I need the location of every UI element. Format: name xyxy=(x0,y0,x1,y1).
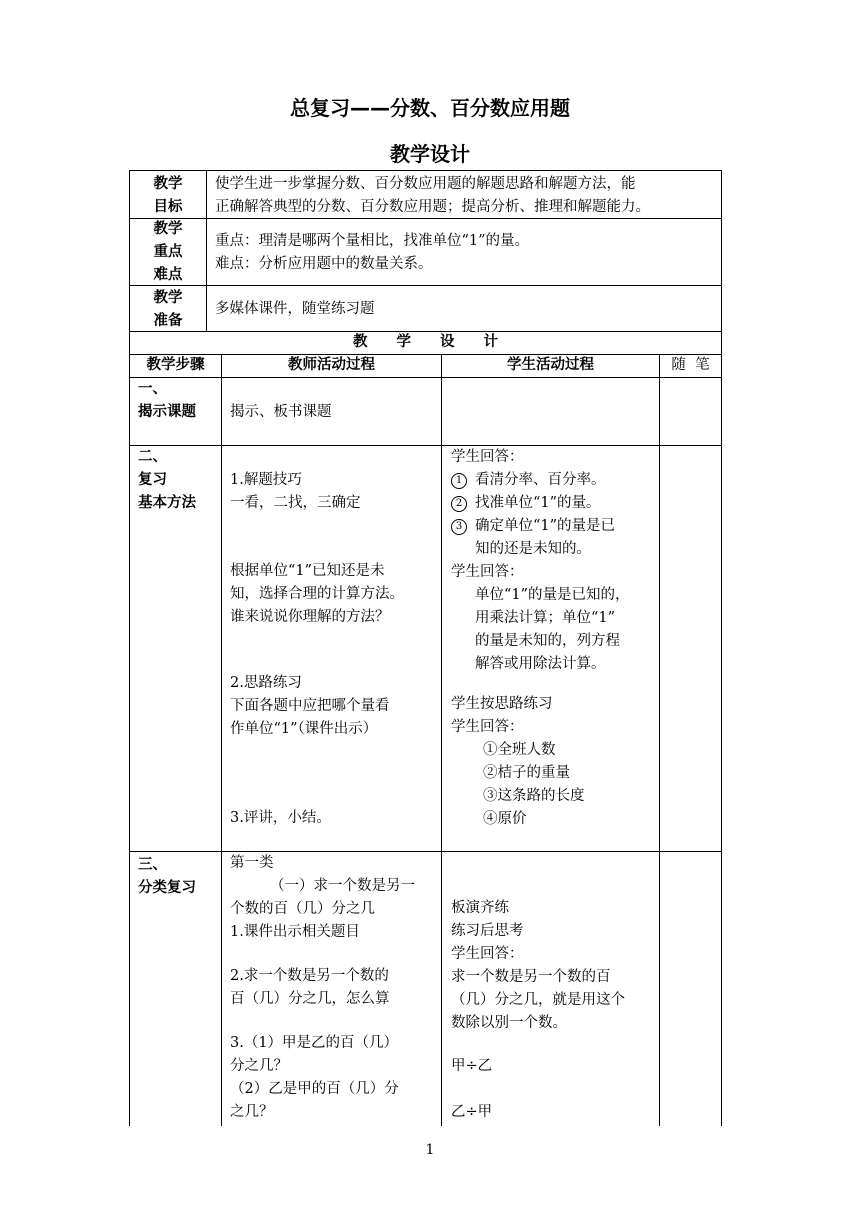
row3-student-part3: 乙÷甲 xyxy=(451,1104,493,1120)
label-teaching-goal: 教学 目标 xyxy=(153,176,183,215)
design-header: 教 学 设 计 xyxy=(353,334,498,350)
document-title: 总复习——分数、百分数应用题 xyxy=(290,96,570,120)
list-item: 1 看清分率、百分率。 xyxy=(451,469,630,492)
page-number: 1 xyxy=(425,1142,435,1158)
document-subtitle: 教学设计 xyxy=(390,142,470,166)
row2-teacher-part1: 1.解题技巧 一看，二找，三确定 xyxy=(230,472,361,511)
col-header-teacher: 教师活动过程 xyxy=(288,357,375,373)
row3-teacher-part3: 3.（1）甲是乙的百（几） 分之几？ （2）乙是甲的百（几）分 之几？ xyxy=(230,1035,399,1120)
teaching-goal-content: 使学生进一步掌握分数、百分数应用题的解题思路和解题方法，能 正确解答典型的分数、百分数应用题；提高分析、推理和解题能力。 xyxy=(215,176,650,215)
list-item: 2 找准单位“1”的量。 xyxy=(451,492,630,515)
row2-teacher-part2: 根据单位“1”已知还是未 知，选择合理的计算方法。 谁来说说你理解的方法？ xyxy=(230,563,404,625)
row2-teacher-part3: 2.思路练习 下面各题中应把哪个量看 作单位“1”（课件出示） xyxy=(230,675,390,737)
row2-teacher-part4: 3.评讲，小结。 xyxy=(230,810,331,826)
row1-teacher: 揭示、板书课题 xyxy=(230,404,332,420)
row1-step: 一、 揭示课题 xyxy=(138,381,196,420)
key-points-content: 重点：理清是哪两个量相比，找准单位“1”的量。 难点：分析应用题中的数量关系。 xyxy=(215,233,530,272)
col-header-step: 教学步骤 xyxy=(146,357,205,373)
label-key-points: 教学 重点 难点 xyxy=(153,221,183,283)
row3-teacher-part1: 第一类 （一）求一个数是另一 个数的百（几）分之几 1.课件出示相关题目 xyxy=(230,855,415,940)
col-header-notes: 随 笔 xyxy=(671,357,710,373)
row2-step: 二、 复习 基本方法 xyxy=(138,449,196,511)
row2-student: 学生回答： 1 看清分率、百分率。 2 找准单位“1”的量。 3 确定单位“1”的量是已 知的还是未知的。 学生回答： 单位“1”的量是已知的， 用乘法计算；单位“1” 的量是未知的，列方程 解答或用除法计算。 xyxy=(451,449,630,672)
row3-student-part1: 板演齐练 练习后思考 学生回答： 求一个数是另一个数的百 （几）分之几，就是用这个 数除以别一个数。 xyxy=(451,900,625,1031)
row3-teacher-part2: 2.求一个数是另一个数的 百（几）分之几，怎么算 xyxy=(230,968,390,1007)
row2-student-practice: 学生按思路练习 学生回答： ①全班人数 ②桔子的重量 ③这条路的长度 ④原价 xyxy=(451,696,585,827)
label-preparation: 教学 准备 xyxy=(153,290,183,329)
row3-student-part2: 甲÷乙 xyxy=(451,1058,493,1074)
row3-step: 三、 分类复习 xyxy=(138,857,196,896)
list-item: 3 确定单位“1”的量是已 xyxy=(451,515,630,538)
col-header-student: 学生活动过程 xyxy=(507,357,594,373)
preparation-content: 多媒体课件，随堂练习题 xyxy=(215,301,375,317)
